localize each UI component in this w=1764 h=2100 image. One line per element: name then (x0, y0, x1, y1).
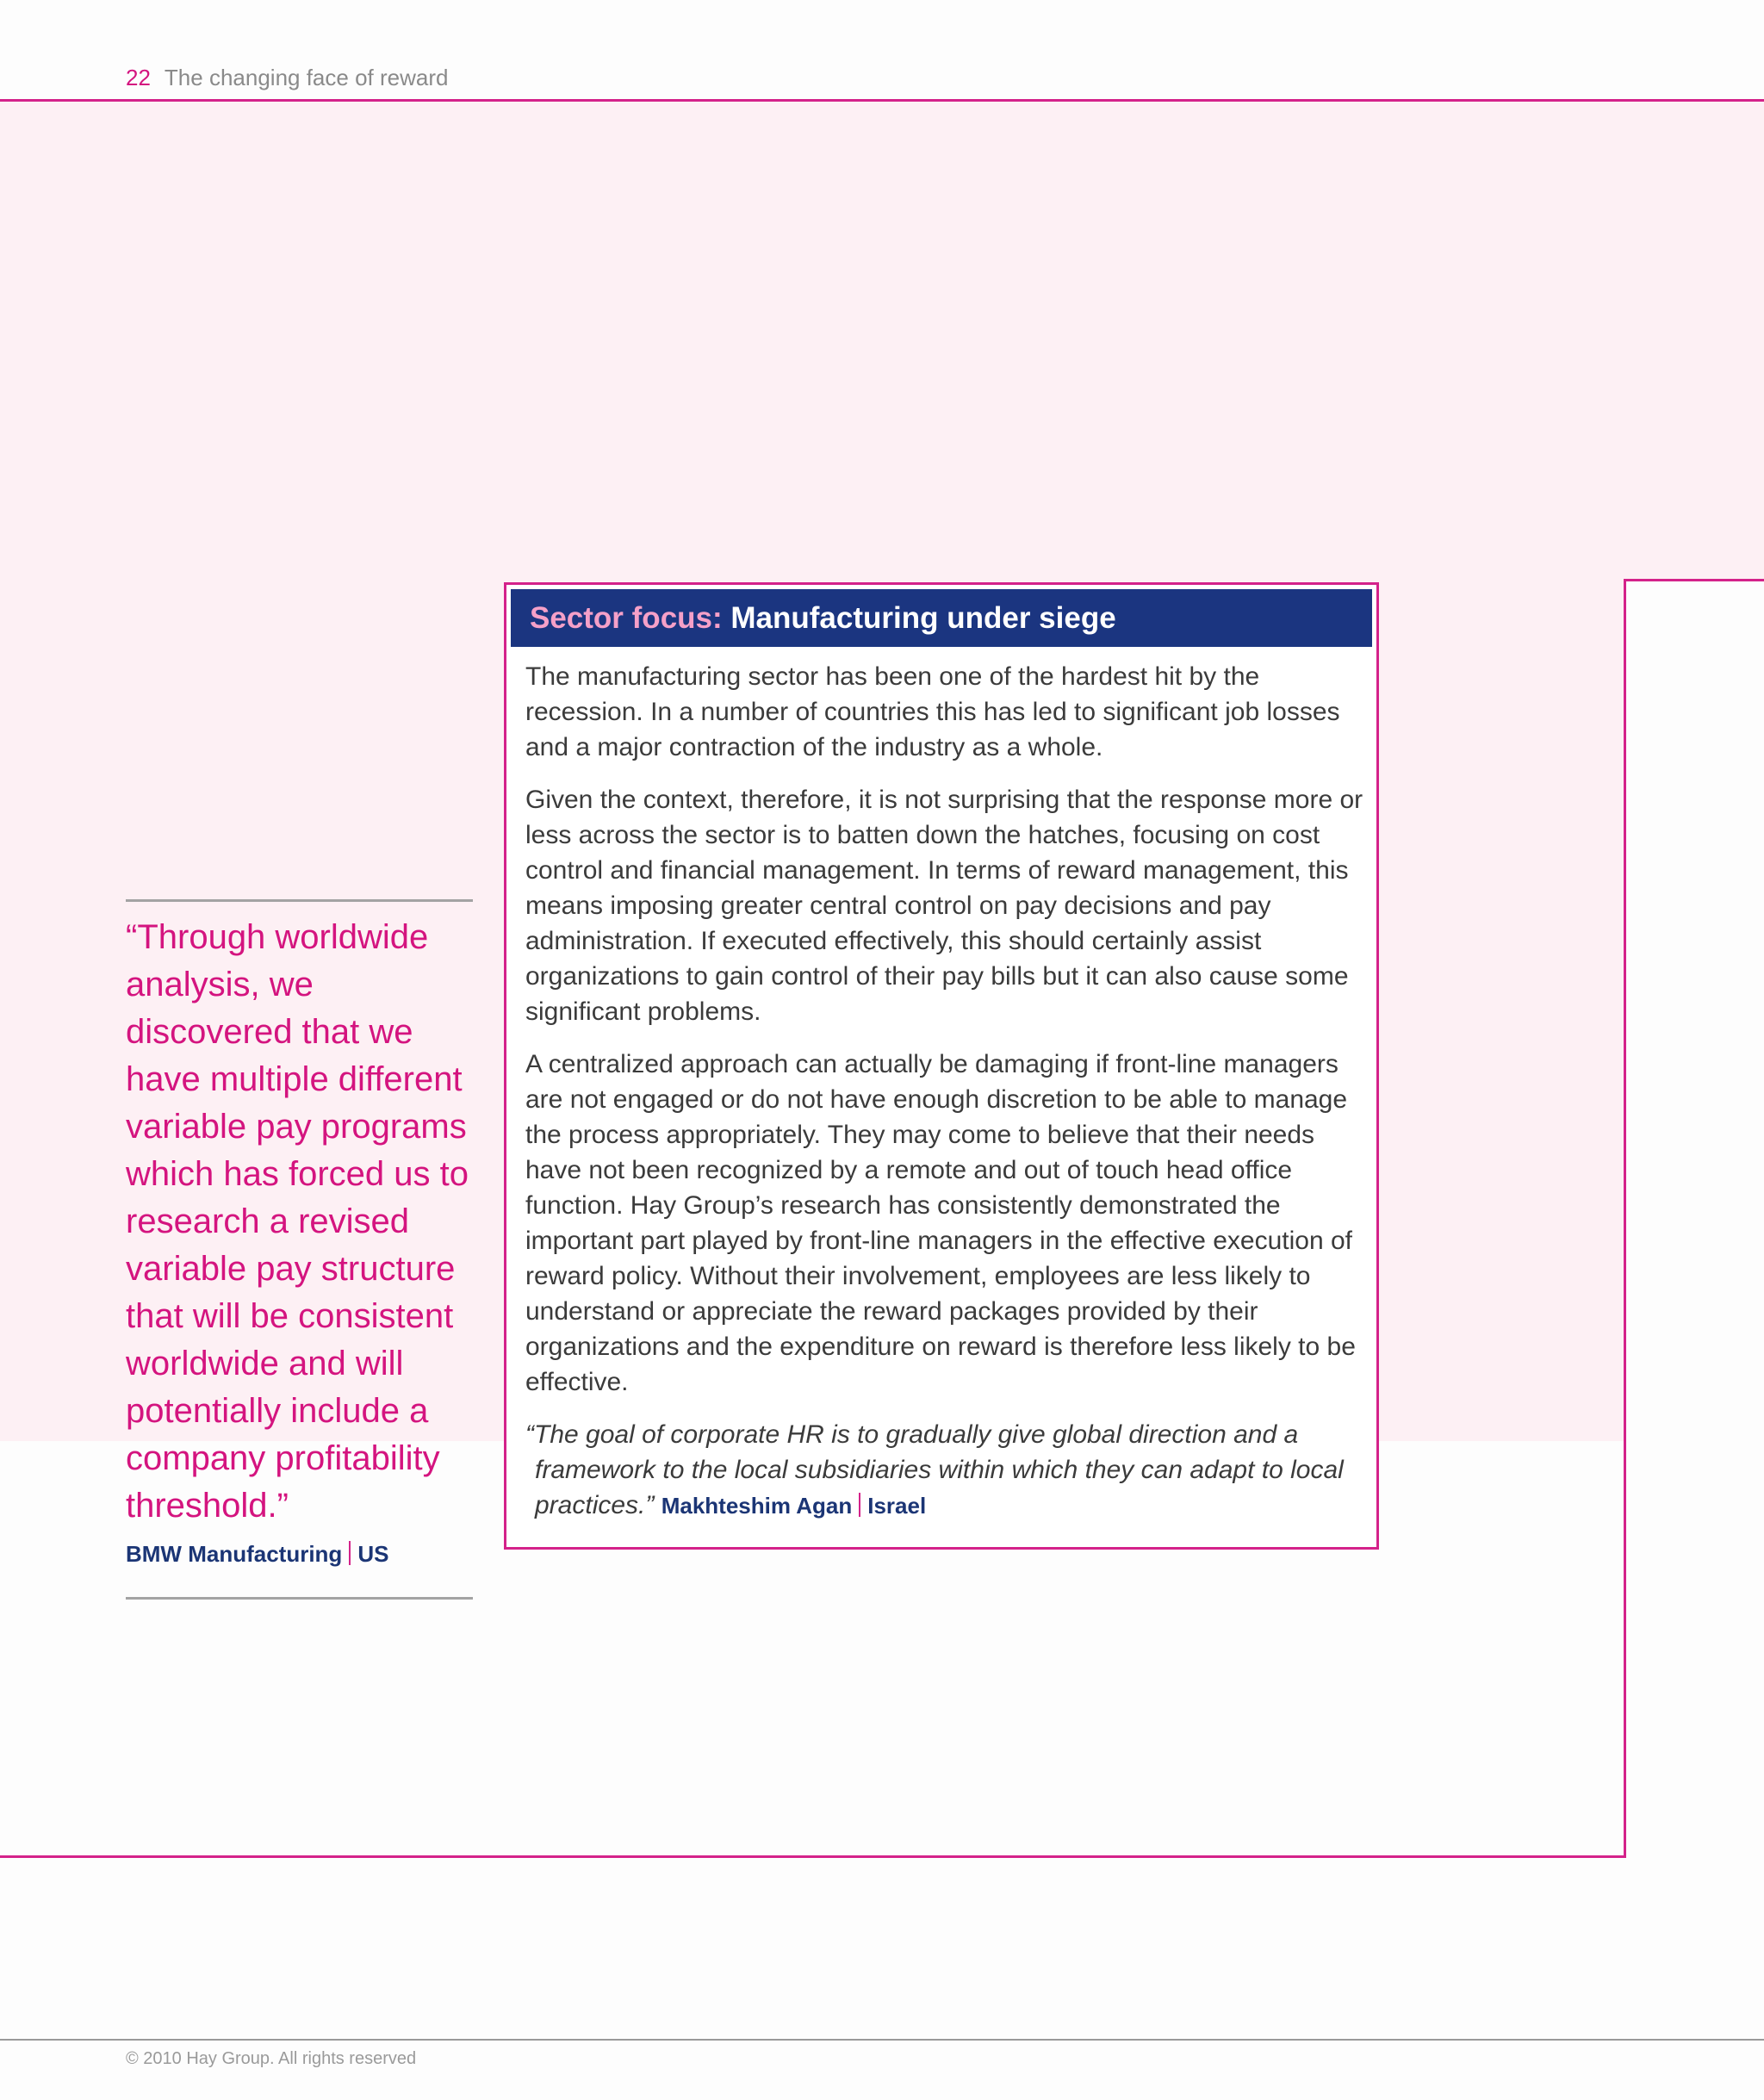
pull-quote-country: US (357, 1541, 389, 1567)
panel-notch (1624, 579, 1764, 1858)
sector-focus-label: Sector focus: (530, 601, 723, 635)
sector-quote-company: Makhteshim Agan (661, 1493, 853, 1519)
sector-focus-body (525, 659, 1370, 1541)
attribution-separator (859, 1493, 860, 1517)
sector-quote-country: Israel (867, 1493, 927, 1519)
sector-focus-box (504, 582, 1379, 1550)
footer-copyright: © 2010 Hay Group. All rights reserved (126, 2049, 417, 2068)
sector-focus-title-bar (511, 589, 1372, 647)
sector-paragraph: Given the context, therefore, it is not surprising that the response more or less across the sector is to batten down the hatches, focusing on cost control and financial management. In terms of reward management, this means imposing greater central control on pay decisions and pay administration. If executed effectively, this should certainly assist organizations to gain control of their pay bills but it can also cause some significant problems. (525, 786, 1363, 1026)
sector-quote (525, 1417, 1370, 1524)
sector-quote-text: “The goal of corporate HR is to gradually give global direction and a framework to the local subsidiaries within which they can adapt to local practices.” (525, 1420, 1344, 1519)
sector-paragraph: A centralized approach can actually be damaging if front-line managers are not engaged or do not have enough discretion to be able to manage the process appropriately. They may come to believe that their needs have not been recognized by a remote and out of touch head office function. Hay Group’s research has consistently demonstrated the important part played by front-line managers in the effective execution of reward policy. Without their involvement, employees are less likely to understand or appreciate the reward packages provided by their organizations and the expenditure on reward is therefore less likely to be effective. (525, 1050, 1356, 1396)
pull-quote-attribution (126, 1537, 473, 1571)
attribution-separator (349, 1541, 351, 1565)
pull-quote-text: “Through worldwide analysis, we discovered that we have multiple different variable pay programs which has forced us to research a revised variable pay structure that will be consistent worldwide and will potentially include a company profitability threshold.” (126, 918, 469, 1525)
sector-focus-title: Manufacturing under siege (730, 601, 1116, 635)
pull-quote-bottom-rule (126, 1597, 473, 1600)
footer-rule (0, 2039, 1764, 2041)
sector-quote-attribution (662, 1493, 926, 1519)
page-number: 22 (126, 65, 151, 90)
page-header (126, 60, 448, 95)
panel-bottom-rule (0, 1855, 1626, 1858)
running-title: The changing face of reward (164, 65, 449, 90)
pull-quote (126, 899, 473, 1600)
pull-quote-company: BMW Manufacturing (126, 1541, 343, 1567)
sector-paragraph: The manufacturing sector has been one of the hardest hit by the recession. In a number of countries this has led to significant job losses and a major contraction of the industry as a whole. (525, 662, 1340, 761)
pull-quote-top-rule (126, 899, 473, 902)
